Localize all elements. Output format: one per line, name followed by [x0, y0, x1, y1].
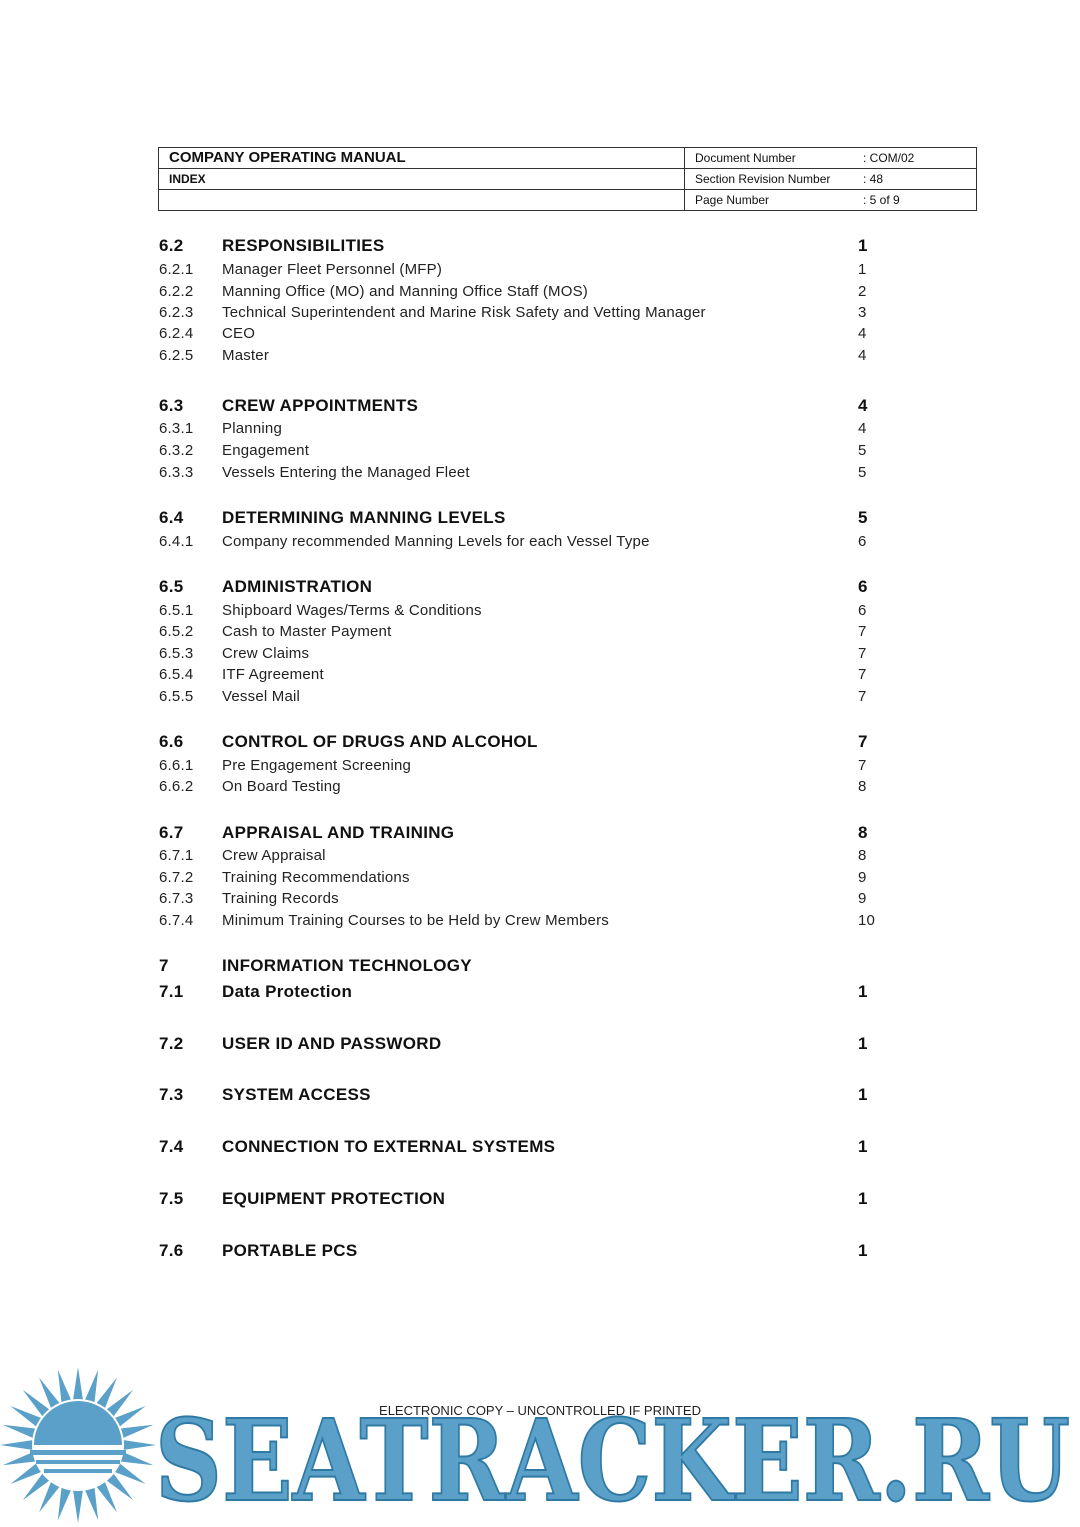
toc-page-number: 2: [858, 283, 867, 300]
toc-section-number: 6.5.5: [159, 688, 194, 705]
toc-section-number: 7.5: [159, 1189, 184, 1208]
toc-page-number: 3: [858, 304, 867, 321]
toc-entry[interactable]: [158, 283, 888, 305]
sun-ray: [3, 1425, 37, 1439]
toc-page-number: 7: [858, 732, 868, 751]
toc-page-number: 9: [858, 869, 867, 886]
toc-section-number: 6.3.3: [159, 464, 194, 481]
toc-entry[interactable]: [158, 304, 888, 326]
toc-page-number: 7: [858, 623, 867, 640]
toc-page-number: 7: [858, 688, 867, 705]
toc-section-title: Master: [222, 347, 270, 364]
toc-entry[interactable]: [158, 261, 888, 283]
toc-section-number: 6.5.4: [159, 666, 194, 683]
toc-section-number: 7.3: [159, 1085, 184, 1104]
toc-entry[interactable]: [158, 666, 888, 688]
toc-section-title: Shipboard Wages/Terms & Conditions: [222, 602, 482, 619]
toc-entry[interactable]: [158, 602, 888, 624]
toc-section-title: ADMINISTRATION: [222, 577, 373, 596]
toc-section-number: 6.2.2: [159, 283, 194, 300]
toc-entry[interactable]: [158, 688, 888, 710]
toc-entry[interactable]: [158, 396, 888, 418]
sun-ray: [73, 1489, 83, 1523]
toc-section-number: 6.5.2: [159, 623, 194, 640]
sun-ray: [58, 1486, 72, 1520]
toc-entry[interactable]: [158, 890, 888, 912]
toc-page-number: 9: [858, 890, 867, 907]
toc-section-number: 6.2.4: [159, 325, 194, 342]
toc-page-number: 5: [858, 508, 868, 527]
toc-entry[interactable]: [158, 577, 888, 599]
toc-section-title: Engagement: [222, 442, 310, 459]
toc-entry[interactable]: [158, 236, 888, 258]
toc-section-title: RESPONSIBILITIES: [222, 236, 385, 255]
sun-logo-icon: [0, 1368, 156, 1523]
toc-entry[interactable]: [158, 823, 888, 845]
toc-section-title: USER ID AND PASSWORD: [222, 1034, 442, 1053]
toc-entry[interactable]: [158, 623, 888, 645]
toc-section-number: 6.6.1: [159, 757, 194, 774]
seatracker-watermark: [0, 1368, 1080, 1527]
toc-section-number: 6.7: [159, 823, 184, 842]
toc-section-title: CONNECTION TO EXTERNAL SYSTEMS: [222, 1137, 556, 1156]
toc-entry[interactable]: [158, 533, 888, 555]
toc-section-title: INFORMATION TECHNOLOGY: [222, 956, 472, 975]
toc-entry[interactable]: [158, 1241, 888, 1263]
toc-section-title: Crew Appraisal: [222, 847, 326, 864]
toc-section-title: Manning Office (MO) and Manning Office Staff (MOS): [222, 283, 588, 300]
toc-section-title: SYSTEM ACCESS: [222, 1085, 371, 1104]
toc-section-title: Manager Fleet Personnel (MFP): [222, 261, 443, 278]
sun-ray: [119, 1425, 153, 1439]
toc-section-number: 6.2.1: [159, 261, 194, 278]
toc-entry[interactable]: [158, 347, 888, 369]
toc-section-title: Cash to Master Payment: [222, 623, 392, 640]
sun-ray: [58, 1370, 72, 1404]
toc-section-title: EQUIPMENT PROTECTION: [222, 1189, 446, 1208]
index-label: INDEX: [169, 172, 206, 186]
toc-entry[interactable]: [158, 912, 888, 934]
toc-section-number: 6.2.5: [159, 347, 194, 364]
toc-entry[interactable]: [158, 1034, 888, 1056]
toc-page-number: 1: [858, 1241, 868, 1260]
sun-ray: [0, 1440, 34, 1450]
toc-page-number: 6: [858, 577, 868, 596]
doc-number-value: : COM/02: [863, 151, 915, 165]
toc-section-number: 6.4.1: [159, 533, 194, 550]
toc-entry[interactable]: [158, 325, 888, 347]
toc-page-number: 1: [858, 1034, 868, 1053]
toc-entry[interactable]: [158, 956, 888, 978]
toc-page-number: 1: [858, 261, 867, 278]
toc-page-number: 8: [858, 778, 867, 795]
toc-page-number: 1: [858, 236, 868, 255]
toc-section-number: 7.4: [159, 1137, 184, 1156]
toc-section-number: 6.5.1: [159, 602, 194, 619]
toc-entry[interactable]: [158, 869, 888, 891]
toc-section-number: 6.2: [159, 236, 184, 255]
doc-number-label: Document Number: [695, 151, 796, 165]
toc-entry[interactable]: [158, 982, 888, 1004]
page-number-label: Page Number: [695, 193, 770, 207]
toc-entry[interactable]: [158, 778, 888, 800]
revision-label: Section Revision Number: [695, 172, 831, 186]
sun-ray: [122, 1440, 156, 1450]
revision-value: : 48: [863, 172, 884, 186]
toc-entry[interactable]: [158, 464, 888, 486]
toc-entry[interactable]: [158, 420, 888, 442]
toc-section-title: Company recommended Manning Levels for each Vessel Type: [222, 533, 650, 550]
toc-section-number: 7.2: [159, 1034, 184, 1053]
toc-section-title: PORTABLE PCS: [222, 1241, 358, 1260]
sun-ray: [84, 1486, 98, 1520]
toc-section-title: Vessels Entering the Managed Fleet: [222, 464, 470, 481]
toc-page-number: 4: [858, 347, 867, 364]
toc-section-title: Training Recommendations: [222, 869, 410, 886]
toc-section-number: 6.3.1: [159, 420, 194, 437]
toc-page-number: 8: [858, 823, 868, 842]
toc-section-title: Data Protection: [222, 982, 353, 1001]
toc-section-title: On Board Testing: [222, 778, 341, 795]
toc-entry[interactable]: [158, 442, 888, 464]
watermark-text: SEATRACKER.RU: [155, 1396, 1070, 1527]
toc-section-title: Training Records: [222, 890, 339, 907]
toc-section-number: 6.6: [159, 732, 184, 751]
toc-section-title: Technical Superintendent and Marine Risk Safety and Vetting Manager: [222, 304, 706, 321]
toc-entry[interactable]: [158, 1189, 888, 1211]
toc-section-title: ITF Agreement: [222, 666, 324, 683]
toc-entry[interactable]: [158, 1085, 888, 1107]
toc-page-number: 1: [858, 1137, 868, 1156]
toc-entry[interactable]: [158, 1137, 888, 1159]
toc-entry[interactable]: [158, 847, 888, 869]
toc-page-number: 1: [858, 1189, 868, 1208]
toc-section-title: Pre Engagement Screening: [222, 757, 412, 774]
toc-page-number: 1: [858, 1085, 868, 1104]
toc-page-number: 7: [858, 757, 867, 774]
toc-section-number: 6.5: [159, 577, 184, 596]
toc-section-title: Crew Claims: [222, 645, 310, 662]
manual-title: COMPANY OPERATING MANUAL: [169, 149, 406, 166]
toc-page-number: 5: [858, 464, 867, 481]
toc-section-number: 6.3: [159, 396, 184, 415]
toc-entry[interactable]: [158, 645, 888, 667]
toc-page-number: 4: [858, 325, 867, 342]
toc-section-number: 6.7.1: [159, 847, 194, 864]
toc-page-number: 1: [858, 982, 868, 1001]
toc-entry[interactable]: [158, 732, 888, 754]
toc-section-title: DETERMINING MANNING LEVELS: [222, 508, 506, 527]
toc-section-number: 6.4: [159, 508, 184, 527]
footer-uncontrolled-notice: ELECTRONIC COPY – UNCONTROLLED IF PRINTED: [379, 1403, 701, 1418]
toc-entry[interactable]: [158, 508, 888, 530]
toc-section-title: Vessel Mail: [222, 688, 301, 705]
toc-section-number: 6.5.3: [159, 645, 194, 662]
toc-page-number: 6: [858, 533, 867, 550]
sun-ray: [84, 1370, 98, 1404]
toc-page-number: 4: [858, 396, 868, 415]
toc-page-number: 6: [858, 602, 867, 619]
toc-section-number: 6.6.2: [159, 778, 194, 795]
toc-page-number: 10: [858, 912, 876, 929]
toc-page-number: 8: [858, 847, 867, 864]
toc-section-title: CEO: [222, 325, 256, 342]
toc-section-number: 6.3.2: [159, 442, 194, 459]
page-number-value: : 5 of 9: [863, 193, 900, 207]
toc-section-title: APPRAISAL AND TRAINING: [222, 823, 455, 842]
toc-section-number: 7: [159, 956, 169, 975]
toc-page-number: 5: [858, 442, 867, 459]
toc-section-title: CREW APPOINTMENTS: [222, 396, 419, 415]
toc-section-title: CONTROL OF DRUGS AND ALCOHOL: [222, 732, 538, 751]
toc-page-number: 4: [858, 420, 867, 437]
toc-section-title: Planning: [222, 420, 282, 437]
toc-page-number: 7: [858, 645, 867, 662]
toc-entry[interactable]: [158, 757, 888, 779]
toc-section-number: 7.6: [159, 1241, 184, 1260]
toc-section-title: Minimum Training Courses to be Held by Crew Members: [222, 912, 609, 929]
toc-section-number: 6.7.4: [159, 912, 194, 929]
toc-section-number: 6.2.3: [159, 304, 194, 321]
toc-section-number: 6.7.2: [159, 869, 194, 886]
sun-ray: [73, 1368, 83, 1401]
toc-page-number: 7: [858, 666, 867, 683]
toc-section-number: 6.7.3: [159, 890, 194, 907]
toc-section-number: 7.1: [159, 982, 184, 1001]
